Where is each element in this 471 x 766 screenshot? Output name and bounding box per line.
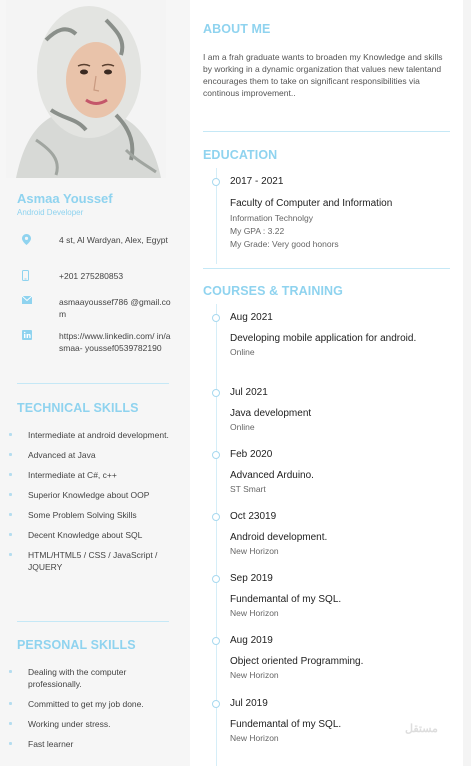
- entry-date: Aug 2019: [230, 635, 273, 646]
- course-entry: [230, 635, 450, 681]
- entry-date: Feb 2020: [230, 449, 273, 460]
- contact-phone-text: +201 275280853: [59, 271, 124, 281]
- contact-email-text[interactable]: asmaayoussef786 @gmail.com: [59, 297, 171, 319]
- entry-sub: New Horizon: [230, 608, 279, 618]
- sidebar: [0, 0, 190, 766]
- list-item: Decent Knowledge about SQL: [9, 529, 169, 541]
- list-item: Working under stress.: [9, 718, 169, 730]
- profile-name: Asmaa Youssef: [17, 191, 113, 206]
- education-title: EDUCATION: [203, 148, 278, 162]
- contact-address: [22, 234, 172, 248]
- entry-title: Fundemantal of my SQL.: [230, 719, 342, 730]
- technical-skills-list: [9, 429, 169, 573]
- timeline-dot: [212, 513, 220, 521]
- entry-date: Sep 2019: [230, 573, 273, 584]
- entry-sub: ST Smart: [230, 484, 266, 494]
- list-item: Dealing with the computer professionally.: [9, 666, 169, 690]
- list-item: Superior Knowledge about OOP: [9, 489, 169, 501]
- courses-title: COURSES & TRAINING: [203, 284, 344, 298]
- personal-skills-list: [9, 666, 169, 750]
- entry-title: Object oriented Programming.: [230, 656, 364, 667]
- entry-title: Fundemantal of my SQL.: [230, 594, 342, 605]
- timeline-dot: [212, 314, 220, 322]
- list-item: Fast learner: [9, 738, 169, 750]
- course-entry: [230, 312, 450, 358]
- entry-line: My GPA : 3.22: [230, 226, 285, 236]
- technical-skills-title: TECHNICAL SKILLS: [17, 401, 139, 415]
- course-entry: [230, 387, 450, 433]
- list-item: Advanced at Java: [9, 449, 169, 461]
- profile-photo: [6, 0, 166, 178]
- about-divider: [203, 131, 450, 132]
- linkedin-icon: [22, 330, 36, 354]
- timeline-dot: [212, 637, 220, 645]
- contact-email: [22, 296, 172, 320]
- personal-skills-title: PERSONAL SKILLS: [17, 638, 136, 652]
- location-pin-icon: [22, 234, 36, 248]
- list-item: Intermediate at android development.: [9, 429, 169, 441]
- about-title: ABOUT ME: [203, 22, 271, 36]
- education-entry: [230, 176, 450, 250]
- timeline-dot: [212, 700, 220, 708]
- contact-linkedin: [22, 330, 172, 354]
- contact-linkedin-text[interactable]: https://www.linkedin.com/ in/asmaa- youssef0539782190: [59, 331, 171, 353]
- contact-phone: [22, 270, 172, 284]
- timeline-dot: [212, 451, 220, 459]
- profile-photo-illustration: [6, 0, 166, 178]
- list-item: HTML/HTML5 / CSS / JavaScript / JQUERY: [9, 549, 169, 573]
- timeline-dot: [212, 575, 220, 583]
- watermark-logo: مستقل: [405, 723, 438, 735]
- course-entry: [230, 511, 450, 557]
- entry-sub: New Horizon: [230, 546, 279, 556]
- course-entry: [230, 573, 450, 619]
- list-item: Intermediate at C#, c++: [9, 469, 169, 481]
- entry-date: Jul 2021: [230, 387, 268, 398]
- entry-line: Information Technolgy: [230, 213, 314, 223]
- course-entry: [230, 449, 450, 495]
- entry-title: Android development.: [230, 532, 328, 543]
- entry-date: Jul 2019: [230, 698, 268, 709]
- page-edge: [463, 0, 471, 766]
- entry-date: Oct 23019: [230, 511, 277, 522]
- entry-title: Advanced Arduino.: [230, 470, 314, 481]
- entry-sub: New Horizon: [230, 670, 279, 680]
- entry-line: My Grade: Very good honors: [230, 239, 339, 249]
- entry-sub: New Horizon: [230, 733, 279, 743]
- entry-title: Faculty of Computer and Information: [230, 198, 393, 209]
- entry-date: Aug 2021: [230, 312, 273, 323]
- education-divider: [203, 268, 450, 269]
- sidebar-divider: [17, 383, 169, 384]
- mobile-phone-icon: [22, 270, 36, 284]
- timeline-dot: [212, 178, 220, 186]
- list-item: Some Problem Solving Skills: [9, 509, 169, 521]
- course-entry: [230, 698, 450, 744]
- timeline-dot: [212, 389, 220, 397]
- envelope-icon: [22, 296, 36, 320]
- courses-timeline-line: [216, 304, 217, 766]
- profile-role: Android Developer: [17, 208, 84, 217]
- entry-sub: Online: [230, 422, 255, 432]
- entry-sub: Online: [230, 347, 255, 357]
- entry-title: Developing mobile application for android.: [230, 333, 417, 344]
- sidebar-divider: [17, 621, 169, 622]
- contact-address-text: 4 st, Al Wardyan, Alex, Egypt: [59, 235, 168, 245]
- about-text: I am a frah graduate wants to broaden my Knowledge and skills by working in a dynamic organization that values new talentand encourages them to take on significant responsibilities via continous improvement..: [203, 52, 443, 98]
- entry-title: Java development: [230, 408, 312, 419]
- entry-date: 2017 - 2021: [230, 176, 284, 187]
- list-item: Committed to get my job done.: [9, 698, 169, 710]
